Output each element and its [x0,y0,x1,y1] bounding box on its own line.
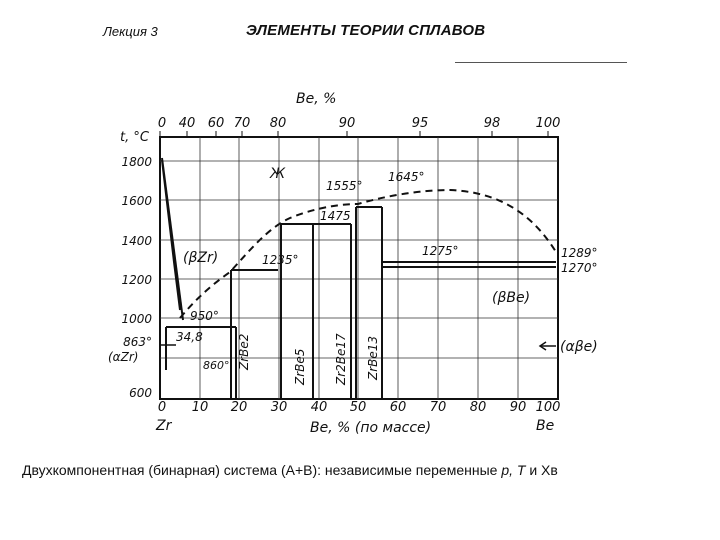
top-tick-label: 0 [157,116,167,131]
lecture-number: Лекция 3 [103,24,158,39]
bottom-tick-label: 30 [270,400,288,415]
t1289-label: 1289° [561,246,598,260]
page-title: ЭЛЕМЕНТЫ ТЕОРИИ СПЛАВОВ [246,22,486,39]
beta-zr-label: (βZr) [183,250,219,266]
bottom-tick-label: 50 [349,400,367,415]
top-tick-label: 60 [207,116,225,131]
y-tick-label: 863° [123,335,152,349]
alpha-beta-be-line [540,342,556,350]
bottom-tick-label: 20 [230,400,248,415]
y-tick-label: 600 [129,386,152,400]
y-axis-title: t, °C [120,130,149,145]
top-tick-label: 80 [269,116,287,131]
bottom-tick-label: 70 [429,400,447,415]
caption-text-end: и Хв [525,462,558,478]
bottom-tick-label: 80 [469,400,487,415]
top-axis-title: Be, % [296,91,337,107]
be-component-label: Be [536,418,555,434]
liquid-label: Ж [270,166,286,182]
t1275-label: 1275° [422,244,459,258]
t1235-label: 1235° [262,253,299,267]
top-tick-label: 95 [411,116,429,131]
y-tick-label: 1000 [121,312,152,326]
t950-label: 950° [190,309,219,323]
bottom-tick-label: 90 [509,400,527,415]
top-tick-label: 70 [233,116,251,131]
top-tick-label: 90 [338,116,356,131]
bottom-tick-label: 0 [157,400,167,415]
top-tick-label: 100 [535,116,561,131]
beta-be-label: (βBe) [492,290,531,306]
bottom-tick-label: 40 [310,400,328,415]
t1270-label: 1270° [561,261,598,275]
caption [22,462,558,478]
bottom-tick-label: 10 [191,400,209,415]
t1475-label: 1475 [320,209,351,223]
bottom-axis-labels [158,400,561,415]
top-tick-label: 98 [483,116,501,131]
zr-component-label: Zr [156,418,172,434]
t1555-label: 1555° [326,179,363,193]
alpha-beta-be-label: (αβe) [560,339,598,355]
top-axis-labels [158,116,561,131]
alpha-zr-label: (αZr) [108,350,139,364]
y-tick-label: 1200 [121,273,152,287]
compound-labels [237,333,380,386]
zrbe2-label: ZrBe2 [237,333,251,370]
top-tick-label: 40 [178,116,196,131]
caption-italic-vars: p, T [501,462,526,478]
zr2be17-label: Zr2Be17 [334,333,348,385]
bottom-axis-title: Be, % (по массе) [310,420,432,436]
bottom-tick-label: 60 [389,400,407,415]
caption-text: Двухкомпонентная (бинарная) система (А+В): независимые переменные [22,462,502,478]
y-tick-label: 1600 [121,194,152,208]
c348-label: 34,8 [176,330,203,344]
y-tick-label: 1400 [121,234,152,248]
zrbe5-label: ZrBe5 [293,348,307,385]
t860-label: 860° [203,359,230,372]
y-tick-label: 1800 [121,155,152,169]
zrbe13-label: ZrBe13 [366,335,380,380]
bottom-tick-label: 100 [535,400,561,415]
t1645-label: 1645° [388,170,425,184]
